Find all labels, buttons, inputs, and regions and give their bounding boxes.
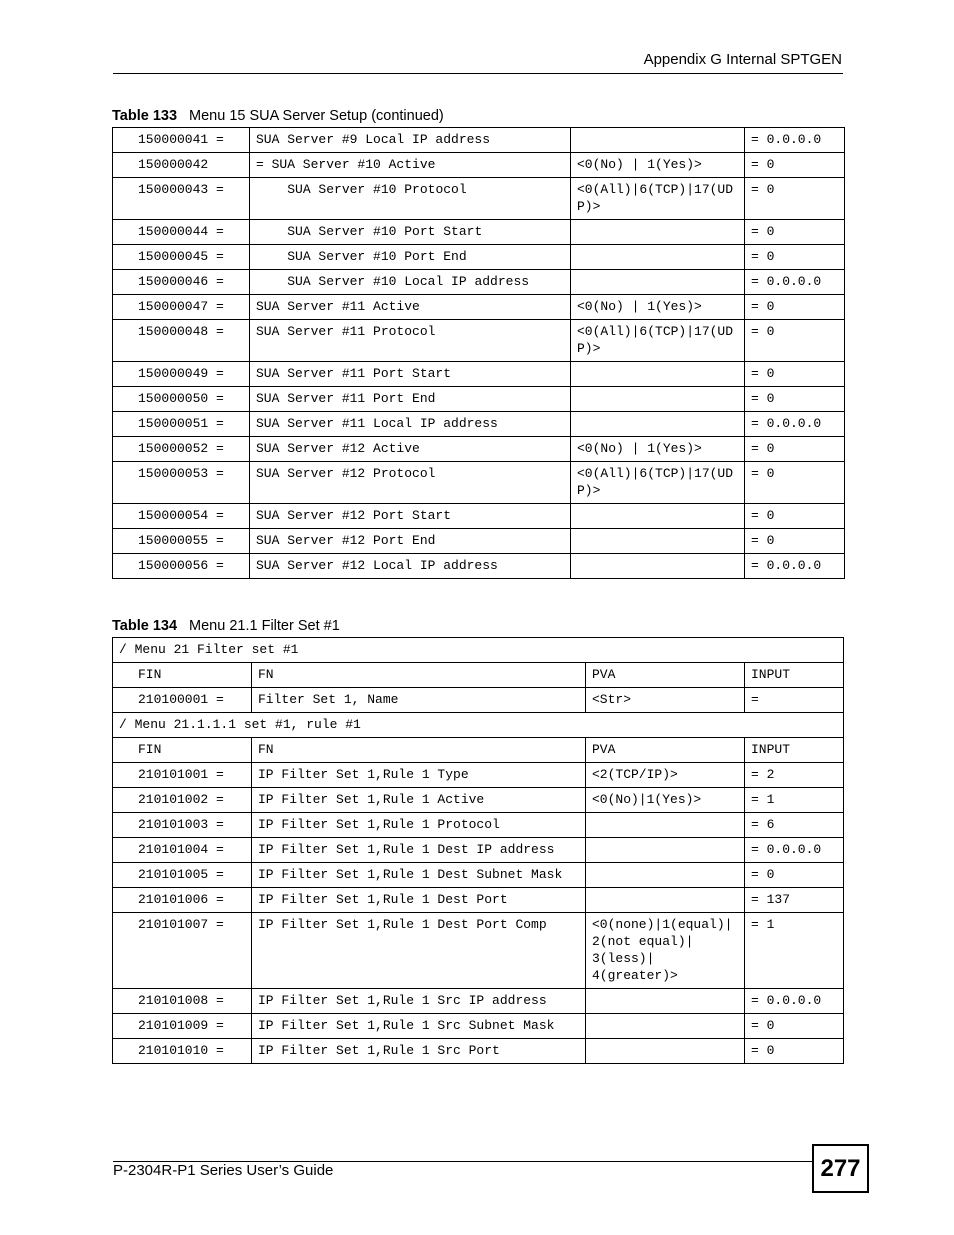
- table-cell: SUA Server #12 Active: [250, 437, 571, 462]
- table-cell: SUA Server #11 Local IP address: [250, 412, 571, 437]
- table-row: [113, 863, 844, 888]
- table-cell: [571, 270, 745, 295]
- table-cell: = 1: [745, 788, 844, 813]
- table-cell: 210101002 =: [113, 788, 252, 813]
- table-cell: FIN: [113, 663, 252, 688]
- table-cell: 150000055 =: [113, 529, 250, 554]
- table-row: [113, 688, 844, 713]
- table-cell: [586, 838, 745, 863]
- table-cell: [571, 529, 745, 554]
- table-cell: = 2: [745, 763, 844, 788]
- table-cell: IP Filter Set 1,Rule 1 Src IP address: [252, 989, 586, 1014]
- table-cell: 150000043 =: [113, 178, 250, 220]
- table-row: [113, 813, 844, 838]
- table-row: [113, 387, 845, 412]
- table-cell: = 0: [745, 245, 845, 270]
- table-cell: [571, 245, 745, 270]
- table-cell: [586, 813, 745, 838]
- table-cell: = 0: [745, 863, 844, 888]
- table-row: [113, 178, 845, 220]
- table-row: [113, 763, 844, 788]
- table-cell: [571, 412, 745, 437]
- table-cell: = 0.0.0.0: [745, 412, 845, 437]
- table-row: [113, 554, 845, 579]
- table-row: [113, 153, 845, 178]
- table-cell: SUA Server #10 Port Start: [250, 220, 571, 245]
- table-134: [112, 637, 844, 1064]
- table-cell: IP Filter Set 1,Rule 1 Protocol: [252, 813, 586, 838]
- table-cell: 150000051 =: [113, 412, 250, 437]
- table-cell: <0(No)|1(Yes)>: [586, 788, 745, 813]
- table-cell: <0(none)|1(equal)|2(not equal)| 3(less)| 4(greater)>: [586, 913, 745, 989]
- table-cell: = SUA Server #10 Active: [250, 153, 571, 178]
- table-row: [113, 529, 845, 554]
- table-cell: SUA Server #9 Local IP address: [250, 128, 571, 153]
- table-row: [113, 270, 845, 295]
- table-cell: <0(All)|6(TCP)|17(UDP)>: [571, 178, 745, 220]
- table-cell: = 0: [745, 462, 845, 504]
- table-cell: IP Filter Set 1,Rule 1 Dest IP address: [252, 838, 586, 863]
- table-133: [112, 127, 845, 579]
- table-cell: IP Filter Set 1,Rule 1 Src Port: [252, 1039, 586, 1064]
- table-cell: [586, 863, 745, 888]
- table-cell: <0(All)|6(TCP)|17(UDP)>: [571, 462, 745, 504]
- table-133-label: Table 133: [112, 108, 178, 124]
- table-cell: = 0: [745, 1039, 844, 1064]
- table-cell: SUA Server #12 Local IP address: [250, 554, 571, 579]
- table-cell: 150000047 =: [113, 295, 250, 320]
- table-cell: = 1: [745, 913, 844, 989]
- footer-guide-title: P-2304R-P1 Series User’s Guide: [113, 1162, 334, 1179]
- table-cell: 210101005 =: [113, 863, 252, 888]
- table-cell: SUA Server #12 Port End: [250, 529, 571, 554]
- table-cell: SUA Server #11 Active: [250, 295, 571, 320]
- table-cell: IP Filter Set 1,Rule 1 Dest Subnet Mask: [252, 863, 586, 888]
- table-cell: <Str>: [586, 688, 745, 713]
- table-row: [113, 838, 844, 863]
- table-cell: = 0: [745, 437, 845, 462]
- table-cell: = 0.0.0.0: [745, 270, 845, 295]
- table-cell: = 0: [745, 387, 845, 412]
- table-cell: 150000041 =: [113, 128, 250, 153]
- table-row: [113, 663, 844, 688]
- table-cell: <2(TCP/IP)>: [586, 763, 745, 788]
- table-cell: 210101007 =: [113, 913, 252, 989]
- table-cell: INPUT: [745, 663, 844, 688]
- table-cell: 150000052 =: [113, 437, 250, 462]
- table-cell: 210101001 =: [113, 763, 252, 788]
- table-cell: = 0: [745, 220, 845, 245]
- table-row: [113, 220, 845, 245]
- table-cell: SUA Server #11 Protocol: [250, 320, 571, 362]
- table-row: [113, 1014, 844, 1039]
- table-cell: [571, 387, 745, 412]
- table-cell: SUA Server #11 Port Start: [250, 362, 571, 387]
- table-cell: [586, 1014, 745, 1039]
- table-cell: SUA Server #10 Protocol: [250, 178, 571, 220]
- table-cell: 150000046 =: [113, 270, 250, 295]
- table-134-title: Menu 21.1 Filter Set #1: [189, 618, 340, 634]
- table-cell: = 0: [745, 529, 845, 554]
- table-cell: 150000056 =: [113, 554, 250, 579]
- table-row: [113, 638, 844, 663]
- table-cell: = 0: [745, 178, 845, 220]
- table-row: [113, 245, 845, 270]
- table-133-title: Menu 15 SUA Server Setup (continued): [189, 108, 444, 124]
- table-cell: IP Filter Set 1,Rule 1 Dest Port Comp: [252, 913, 586, 989]
- page-header-title: Appendix G Internal SPTGEN: [643, 51, 842, 68]
- table-cell: IP Filter Set 1,Rule 1 Dest Port: [252, 888, 586, 913]
- table-cell: [586, 989, 745, 1014]
- table-cell: 150000054 =: [113, 504, 250, 529]
- table-cell: [586, 888, 745, 913]
- table-row: [113, 989, 844, 1014]
- table-row: [113, 888, 844, 913]
- table-row: [113, 412, 845, 437]
- table-row: [113, 437, 845, 462]
- table-cell: [571, 362, 745, 387]
- table-cell: [586, 1039, 745, 1064]
- table-row: [113, 913, 844, 989]
- table-134-label: Table 134: [112, 618, 178, 634]
- table-cell: 210101009 =: [113, 1014, 252, 1039]
- table-row: [113, 320, 845, 362]
- table-cell: = 0.0.0.0: [745, 989, 844, 1014]
- table-cell: IP Filter Set 1,Rule 1 Src Subnet Mask: [252, 1014, 586, 1039]
- table-133-caption: [112, 108, 444, 124]
- table-row: [113, 738, 844, 763]
- table-cell: Filter Set 1, Name: [252, 688, 586, 713]
- table-row: [113, 295, 845, 320]
- table-row: [113, 362, 845, 387]
- table-cell: SUA Server #10 Port End: [250, 245, 571, 270]
- table-cell: = 0.0.0.0: [745, 128, 845, 153]
- section-heading-cell: / Menu 21 Filter set #1: [113, 638, 844, 663]
- table-cell: 210100001 =: [113, 688, 252, 713]
- table-row: [113, 1039, 844, 1064]
- table-cell: = 0: [745, 320, 845, 362]
- table-cell: SUA Server #12 Protocol: [250, 462, 571, 504]
- table-cell: = 0: [745, 153, 845, 178]
- table-cell: = 0: [745, 362, 845, 387]
- table-row: [113, 462, 845, 504]
- table-134-caption: [112, 618, 340, 634]
- table-cell: FN: [252, 663, 586, 688]
- table-cell: 210101006 =: [113, 888, 252, 913]
- table-cell: = 0: [745, 295, 845, 320]
- table-cell: <0(No) | 1(Yes)>: [571, 437, 745, 462]
- table-cell: FIN: [113, 738, 252, 763]
- table-cell: = 0: [745, 504, 845, 529]
- table-cell: [571, 220, 745, 245]
- table-cell: = 6: [745, 813, 844, 838]
- table-cell: 150000045 =: [113, 245, 250, 270]
- table-cell: <0(No) | 1(Yes)>: [571, 153, 745, 178]
- table-cell: =: [745, 688, 844, 713]
- table-cell: = 0.0.0.0: [745, 838, 844, 863]
- table-cell: 150000049 =: [113, 362, 250, 387]
- header-rule: [113, 73, 843, 74]
- table-cell: 150000044 =: [113, 220, 250, 245]
- table-row: [113, 713, 844, 738]
- table-cell: [571, 504, 745, 529]
- table-cell: 150000048 =: [113, 320, 250, 362]
- table-cell: [571, 128, 745, 153]
- table-cell: <0(No) | 1(Yes)>: [571, 295, 745, 320]
- table-cell: = 0.0.0.0: [745, 554, 845, 579]
- table-cell: 210101003 =: [113, 813, 252, 838]
- table-cell: IP Filter Set 1,Rule 1 Type: [252, 763, 586, 788]
- table-cell: SUA Server #11 Port End: [250, 387, 571, 412]
- table-cell: 210101008 =: [113, 989, 252, 1014]
- table-cell: SUA Server #12 Port Start: [250, 504, 571, 529]
- table-cell: 150000050 =: [113, 387, 250, 412]
- table-cell: SUA Server #10 Local IP address: [250, 270, 571, 295]
- section-heading-cell: / Menu 21.1.1.1 set #1, rule #1: [113, 713, 844, 738]
- table-cell: IP Filter Set 1,Rule 1 Active: [252, 788, 586, 813]
- table-cell: 150000042: [113, 153, 250, 178]
- table-cell: <0(All)|6(TCP)|17(UDP)>: [571, 320, 745, 362]
- table-row: [113, 504, 845, 529]
- table-cell: [571, 554, 745, 579]
- table-cell: PVA: [586, 663, 745, 688]
- table-cell: 210101010 =: [113, 1039, 252, 1064]
- table-cell: 210101004 =: [113, 838, 252, 863]
- table-row: [113, 128, 845, 153]
- table-cell: PVA: [586, 738, 745, 763]
- table-cell: 150000053 =: [113, 462, 250, 504]
- table-cell: = 137: [745, 888, 844, 913]
- page-number: 277: [812, 1144, 869, 1193]
- table-cell: FN: [252, 738, 586, 763]
- table-cell: INPUT: [745, 738, 844, 763]
- table-cell: = 0: [745, 1014, 844, 1039]
- table-row: [113, 788, 844, 813]
